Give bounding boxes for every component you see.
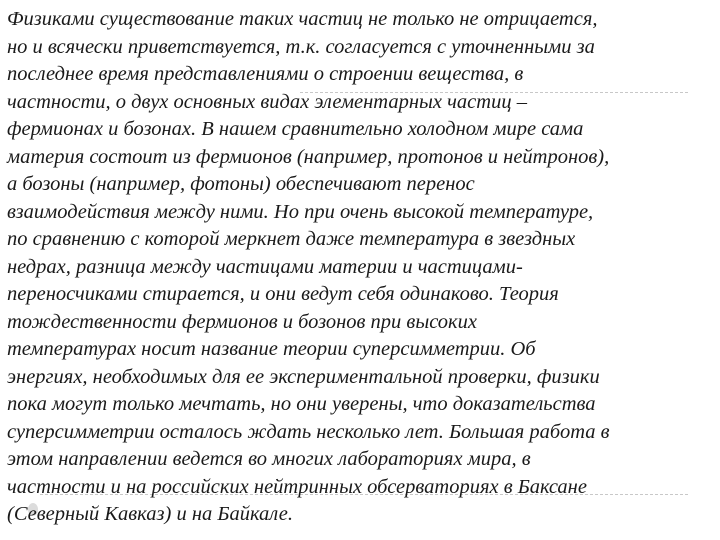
text-line: недрах, разница между частицами материи и частицами- <box>7 255 523 278</box>
text-line: по сравнению с которой меркнет даже температура в звездных <box>7 228 576 250</box>
text-line: пока могут только мечтать, но они уверены, что доказательства <box>7 393 596 415</box>
text-line: тождественности фермионов и бозонов при высоких <box>7 310 477 333</box>
text-line: фермионах и бозонах. В нашем сравнительно холодном мире сама <box>7 118 584 140</box>
text-line: суперсимметрии осталось ждать несколько лет. Большая работа в <box>7 420 610 443</box>
body-text <box>7 6 719 529</box>
text-line: последнее время представлениями о строении вещества, в <box>7 63 524 85</box>
text-line: (Северный Кавказ) и на Байкале. <box>7 503 293 525</box>
text-line: Физиками существование таких частиц не только не отрицается, <box>7 8 598 30</box>
text-line: температурах носит название теории суперсимметрии. Об <box>7 338 536 360</box>
text-line: но и всячески приветствуется, т.к. согласуется с уточненными за <box>7 35 595 58</box>
text-line: частности и на российских нейтринных обсерваториях в Баксане <box>7 475 587 498</box>
text-line: материя состоит из фермионов (например, протонов и нейтронов), <box>7 145 610 168</box>
text-line: взаимодействия между ними. Но при очень высокой температуре, <box>7 200 594 223</box>
text-line: переносчиками стирается, и они ведут себя одинаково. Теория <box>7 283 559 305</box>
text-line: а бозоны (например, фотоны) обеспечивают перенос <box>7 173 475 195</box>
text-line: этом направлении ведется во многих лабораториях мира, в <box>7 448 531 470</box>
text-line: энергиях, необходимых для ее экспериментальной проверки, физики <box>7 365 600 388</box>
text-line: частности, о двух основных видах элементарных частиц – <box>7 90 527 113</box>
